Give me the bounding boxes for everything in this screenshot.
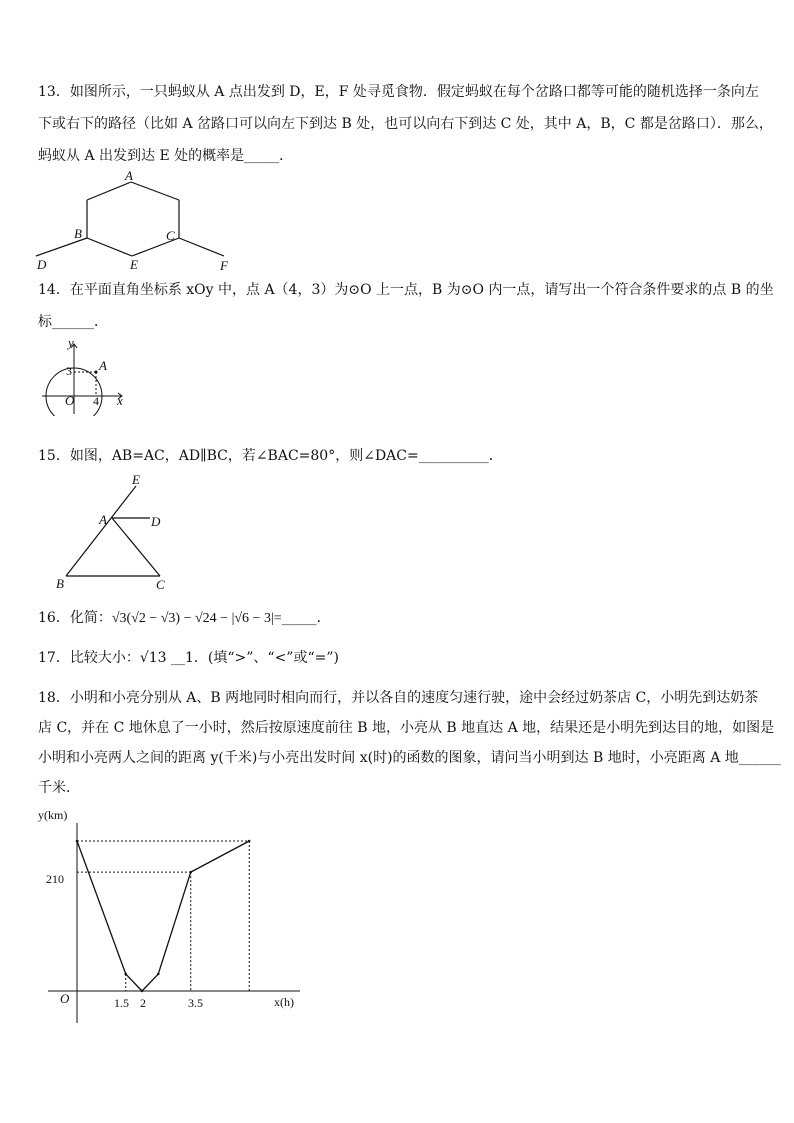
p18-line1: 18．小明和小亮分别从 A、B 两地同时相向而行，并以各自的速度匀速行驶，途中会经过奶茶店 C，小明先到达奶茶 bbox=[38, 690, 759, 706]
p14-line1: 14．在平面直角坐标系 xOy 中，点 A（4，3）为⊙O 上一点，B 为⊙O 内一点，请写出一个符合条件要求的点 B 的坐 bbox=[38, 282, 774, 298]
p14-label-a: A bbox=[99, 358, 107, 373]
p13-line3: 蚂蚁从 A 出发到达 E 处的概率是_____． bbox=[38, 148, 294, 164]
p15-label-b: B bbox=[56, 576, 64, 591]
p13-label-a: A bbox=[125, 170, 133, 183]
p16-expression: √3(√2 − √3) − √24 − |√6 − 3|= bbox=[111, 611, 282, 626]
p14-label-o: O bbox=[65, 393, 75, 408]
p18-line2: 店 C，并在 C 地休息了一小时，然后按原速度前往 B 地，小亮从 B 地直达 A 地，结果还是小明先到达目的地，如图是 bbox=[38, 720, 775, 736]
p13-label-b: B bbox=[74, 226, 82, 241]
series-segment bbox=[191, 841, 250, 872]
p18-line4: 千米． bbox=[38, 780, 80, 796]
p15-label-e: E bbox=[132, 472, 140, 487]
p13-label-e: E bbox=[130, 257, 138, 272]
p13-line2: 下或右下的路径（比如 A 岔路口可以向左下到达 B 处，也可以向右下到达 C 处，其中 A，B，C 都是岔路口）．那么， bbox=[38, 116, 773, 132]
p16-blank: _____． bbox=[281, 610, 331, 626]
series-point bbox=[190, 872, 191, 873]
p14-label-y: y bbox=[68, 340, 74, 350]
p18-chart bbox=[30, 805, 310, 1030]
p14-tick-3: 3 bbox=[66, 364, 72, 378]
p16-prefix: 16．化简： bbox=[38, 610, 112, 626]
p13-label-f: F bbox=[220, 258, 228, 272]
series-segment bbox=[77, 841, 126, 974]
series-point bbox=[125, 973, 126, 974]
origin-label: O bbox=[60, 991, 70, 1006]
series-point bbox=[76, 840, 77, 841]
y-tick-210: 210 bbox=[46, 872, 64, 886]
series-segment bbox=[142, 974, 158, 991]
p16-line bbox=[38, 608, 331, 629]
series-point bbox=[141, 990, 142, 991]
x-tick-1-5: 1.5 bbox=[114, 996, 129, 1010]
series-segment bbox=[126, 974, 142, 991]
p13-label-c: C bbox=[166, 228, 175, 243]
y-axis-label: y(km) bbox=[38, 808, 68, 822]
series-point bbox=[158, 973, 159, 974]
p15-line1: 15．如图，AB=AC，AD∥BC，若∠BAC=80°，则∠DAC=__________． bbox=[38, 448, 503, 464]
p15-label-a: A bbox=[99, 512, 107, 527]
p13-label-d: D bbox=[37, 257, 47, 272]
p14-line2: 标______． bbox=[38, 314, 108, 330]
series-segment bbox=[158, 872, 191, 974]
p15-label-c: C bbox=[156, 577, 165, 592]
x-tick-2: 2 bbox=[140, 996, 146, 1010]
p13-figure bbox=[34, 170, 234, 272]
p14-label-x: x bbox=[117, 393, 123, 408]
p14-figure bbox=[38, 340, 128, 416]
p13-line1: 13．如图所示，一只蚂蚁从 A 点出发到 D，E，F 处寻觅食物．假定蚂蚁在每个岔路口都等可能的随机选择一条向左 bbox=[38, 84, 759, 100]
p15-label-d: D bbox=[151, 514, 161, 529]
x-axis-label: x(h) bbox=[274, 995, 294, 1009]
p15-figure bbox=[52, 472, 172, 592]
p14-tick-4: 4 bbox=[93, 394, 99, 408]
p18-line3: 小明和小亮两人之间的距离 y(千米)与小亮出发时间 x(时)的函数的图象，请问当小明到达 B 地时，小亮距离 A 地______ bbox=[38, 750, 781, 766]
x-tick-3-5: 3.5 bbox=[188, 996, 203, 1010]
p17-line: 17．比较大小：√13 __1．(填“>”、“<”或“=”) bbox=[38, 650, 339, 666]
series-point bbox=[249, 840, 250, 841]
